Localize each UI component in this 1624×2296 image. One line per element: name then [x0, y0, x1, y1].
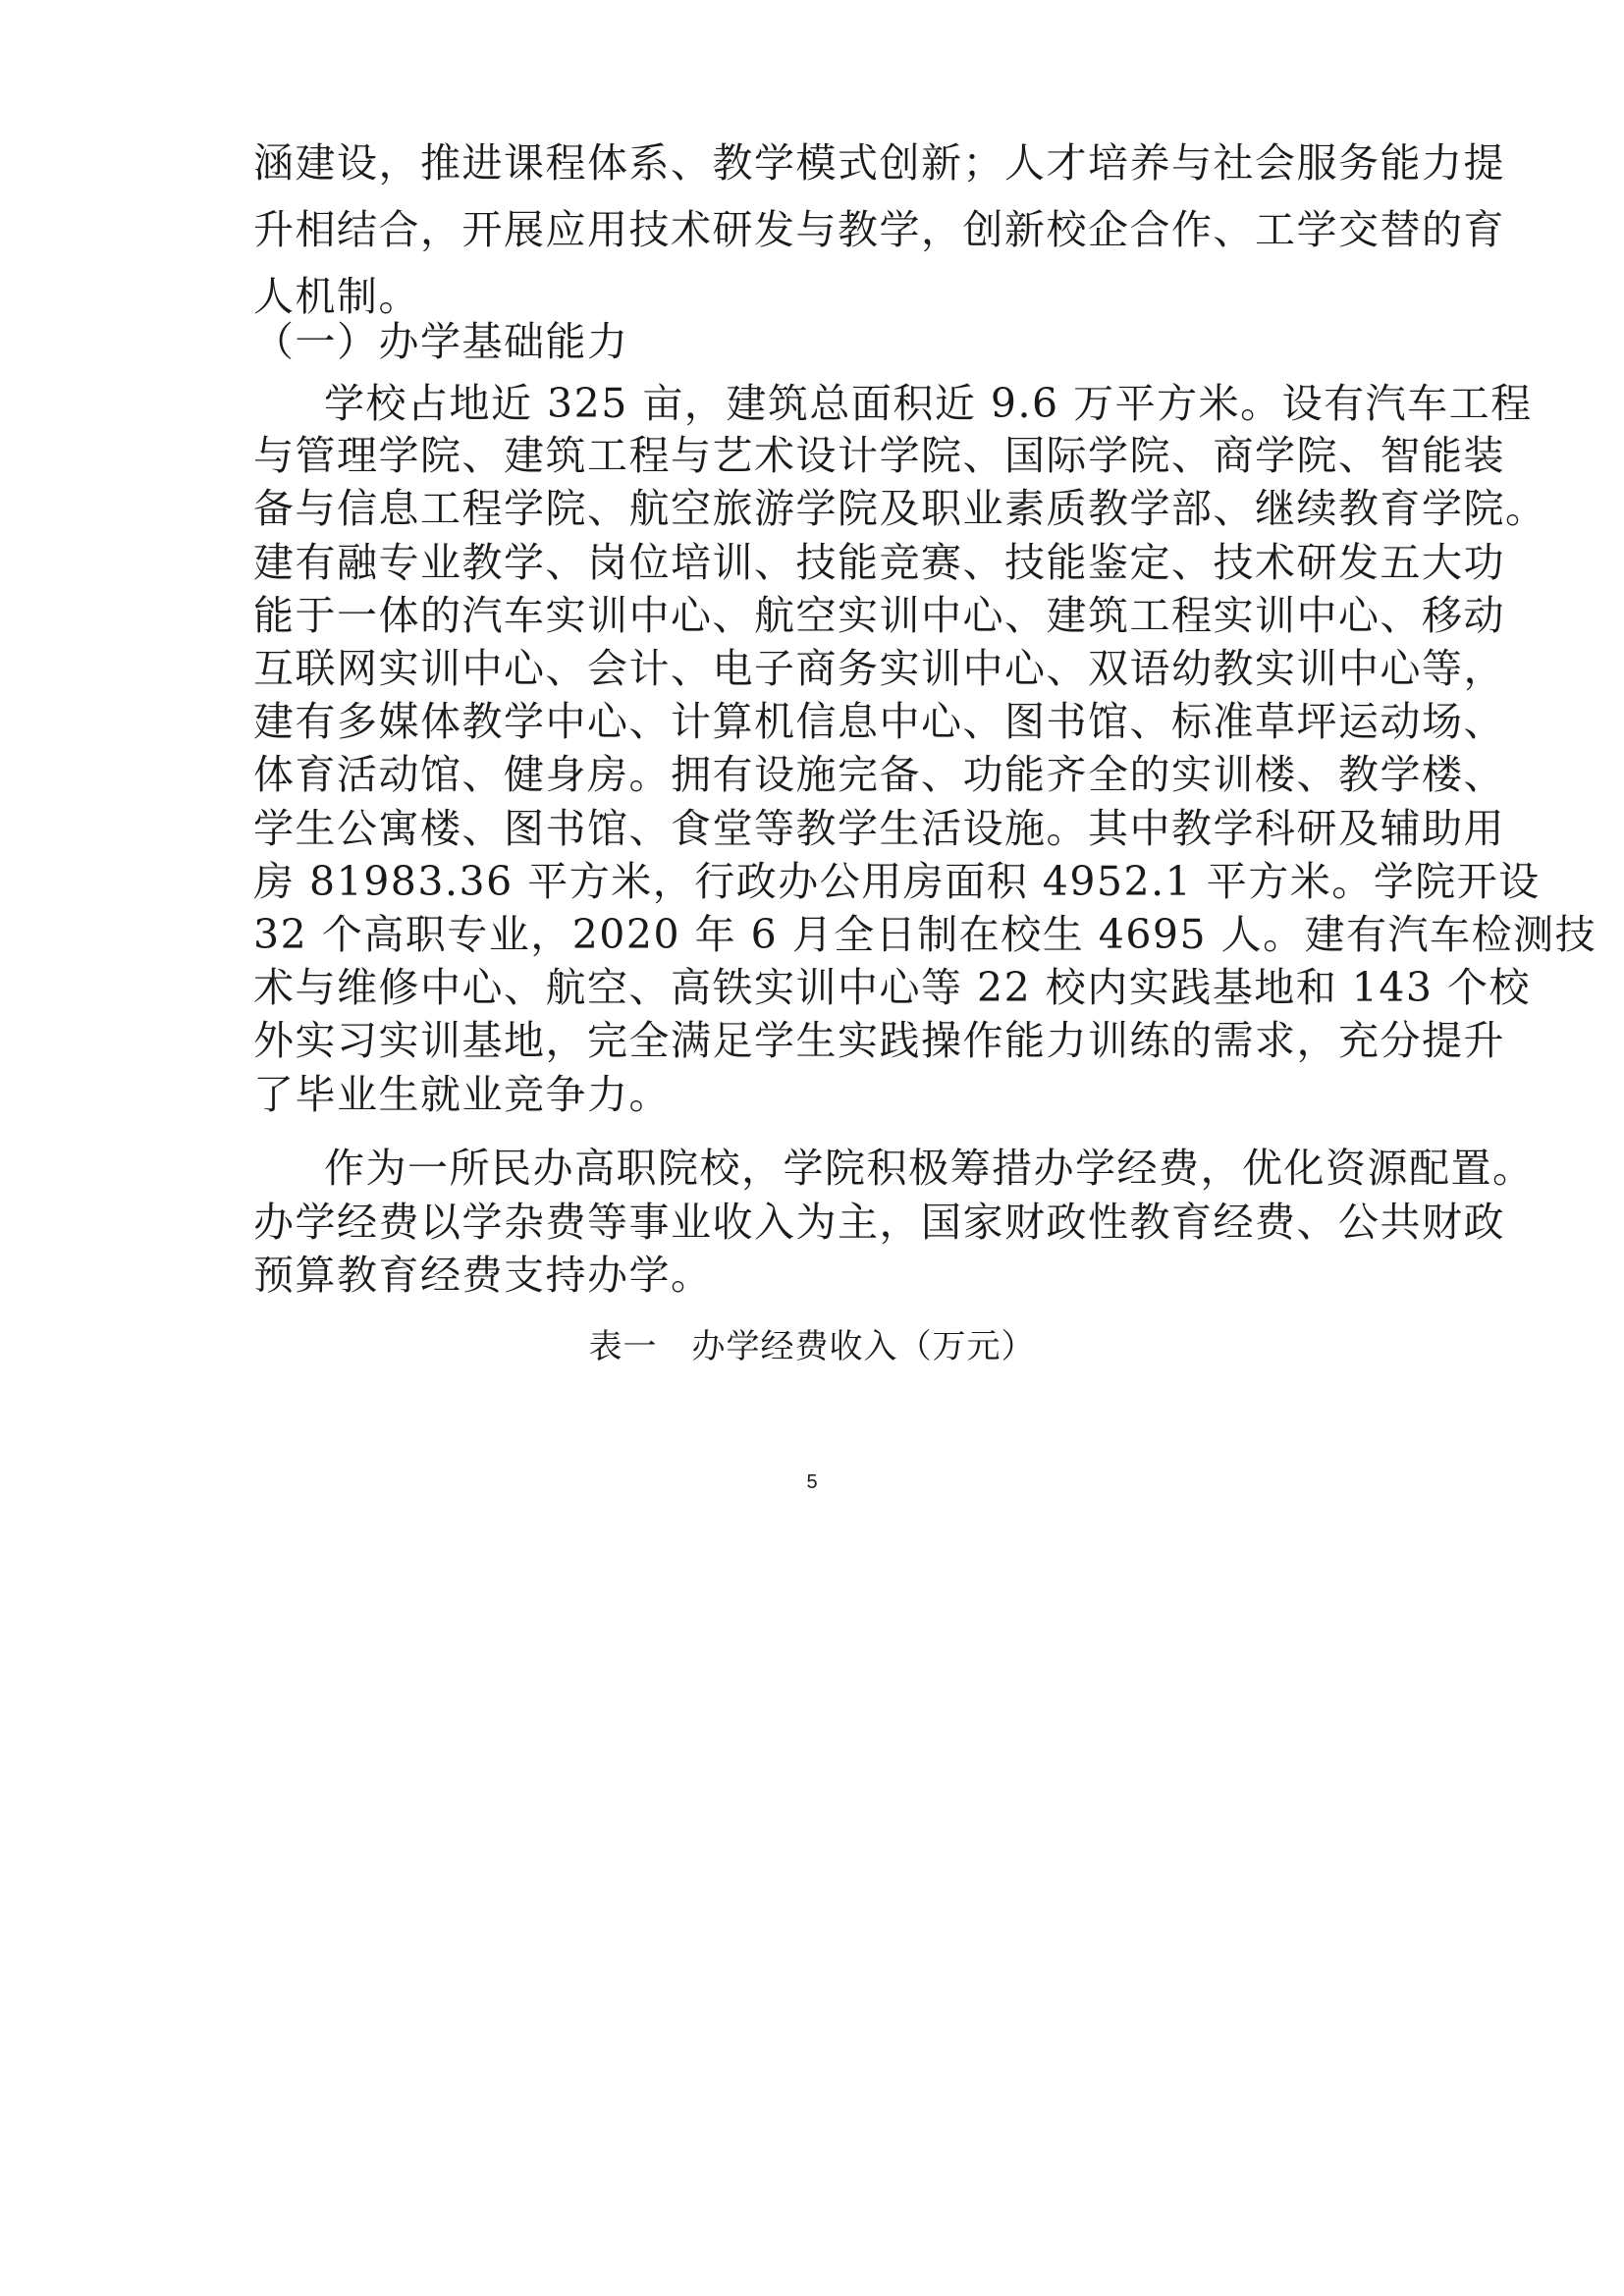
paragraph-line: 体育活动馆、健身房。拥有设施完备、功能齐全的实训楼、教学楼、: [253, 751, 1505, 798]
table-caption: 表一 办学经费收入（万元）: [588, 1327, 1036, 1366]
paragraph-line: 学校占地近 325 亩，建筑总面积近 9.6 万平方米。设有汽车工程: [324, 380, 1533, 427]
paragraph-line: 作为一所民办高职院校，学院积极筹措办学经费，优化资源配置。: [324, 1145, 1535, 1192]
paragraph-line: 办学经费以学杂费等事业收入为主，国家财政性教育经费、公共财政: [253, 1199, 1505, 1246]
paragraph-line: 涵建设，推进课程体系、教学模式创新；人才培养与社会服务能力提: [253, 139, 1505, 187]
section-heading: （一）办学基础能力: [253, 318, 629, 365]
paragraph-line: 预算教育经费支持办学。: [253, 1252, 713, 1299]
paragraph-line: 术与维修中心、航空、高铁实训中心等 22 校内实践基地和 143 个校: [253, 964, 1532, 1011]
page-number: 5: [806, 1471, 818, 1493]
paragraph-line: 互联网实训中心、会计、电子商务实训中心、双语幼教实训中心等，: [253, 645, 1505, 692]
paragraph-line: 建有多媒体教学中心、计算机信息中心、图书馆、标准草坪运动场、: [253, 698, 1505, 745]
paragraph-line: 32 个高职专业，2020 年 6 月全日制在校生 4695 人。建有汽车检测技: [253, 911, 1597, 958]
paragraph-line: 外实习实训基地，完全满足学生实践操作能力训练的需求，充分提升: [253, 1017, 1505, 1064]
paragraph-line: 学生公寓楼、图书馆、食堂等教学生活设施。其中教学科研及辅助用: [253, 805, 1505, 852]
paragraph-line: 与管理学院、建筑工程与艺术设计学院、国际学院、商学院、智能装: [253, 432, 1505, 479]
paragraph-line: 建有融专业教学、岗位培训、技能竞赛、技能鉴定、技术研发五大功: [253, 539, 1505, 586]
paragraph-line: 能于一体的汽车实训中心、航空实训中心、建筑工程实训中心、移动: [253, 592, 1505, 639]
paragraph-line: 升相结合，开展应用技术研发与教学，创新校企合作、工学交替的育: [253, 206, 1505, 253]
paragraph-line: 人机制。: [253, 273, 420, 320]
paragraph-line: 房 81983.36 平方米，行政办公用房面积 4952.1 平方米。学院开设: [253, 858, 1541, 905]
paragraph-line: 备与信息工程学院、航空旅游学院及职业素质教学部、继续教育学院。: [253, 485, 1547, 532]
paragraph-line: 了毕业生就业竞争力。: [253, 1071, 671, 1118]
